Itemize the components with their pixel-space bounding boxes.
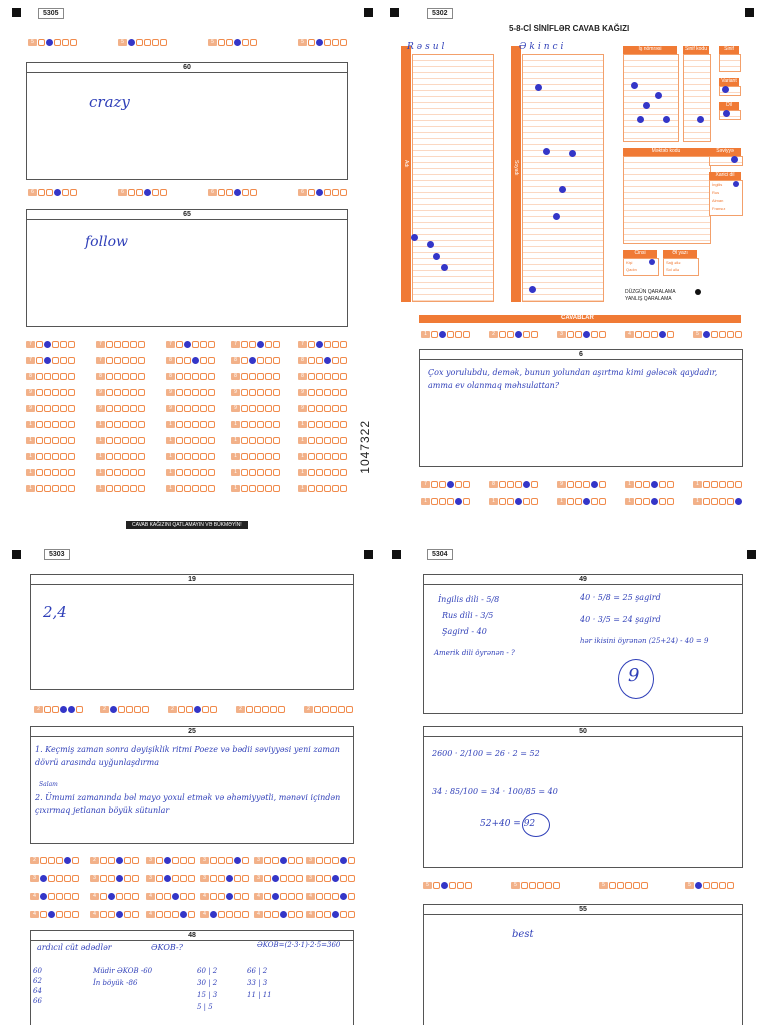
work-line: hər ikisini öyrənən (25+24) - 40 = 9 bbox=[580, 637, 709, 645]
sheet-top-right bbox=[385, 0, 768, 530]
answer-row[interactable]: 8 bbox=[231, 372, 281, 381]
question-box-55[interactable] bbox=[423, 904, 743, 1025]
answer-row[interactable]: 1 bbox=[625, 497, 675, 506]
work-line: 40 · 3/5 = 24 şagird bbox=[580, 615, 661, 624]
answer-row[interactable]: 1 bbox=[298, 468, 348, 477]
answer-row[interactable]: 2 bbox=[30, 856, 80, 865]
fold-warning: CAVAB KAĞIZINI QATLAMAYIN VƏ BÜKMƏYİN! bbox=[126, 521, 248, 529]
answer-row[interactable]: 1 bbox=[489, 497, 539, 506]
answer-row[interactable]: 3 bbox=[306, 874, 356, 883]
factor-row: 33 | 3 bbox=[247, 979, 268, 987]
work-line: 2600 · 2/100 = 26 · 2 = 52 bbox=[432, 749, 540, 758]
answer-row[interactable]: 4 bbox=[200, 892, 250, 901]
answer-row[interactable]: 1 bbox=[96, 420, 146, 429]
answer-row[interactable]: 1 bbox=[421, 497, 471, 506]
work-line: İngilis dili - 5/8 bbox=[438, 595, 500, 604]
answer-row[interactable]: 7 bbox=[26, 356, 76, 365]
gender-header: Cinsi bbox=[623, 250, 657, 258]
answer-row[interactable]: 1 bbox=[231, 436, 281, 445]
answer-row[interactable]: 1 bbox=[298, 484, 348, 493]
school-code-grid[interactable] bbox=[623, 156, 711, 244]
page-code: 5303 bbox=[44, 549, 70, 560]
answer-row[interactable]: 1 bbox=[693, 497, 743, 506]
question-number: 25 bbox=[31, 727, 353, 737]
answer-row[interactable]: 5 bbox=[423, 881, 473, 890]
answer-row[interactable]: 1 bbox=[231, 420, 281, 429]
factor-row: 60 | 2 bbox=[197, 967, 218, 975]
work-line: Şagird - 40 bbox=[442, 627, 487, 636]
answer-row[interactable]: 3 bbox=[254, 856, 304, 865]
answer-row[interactable]: 4 bbox=[146, 910, 196, 919]
question-box-6[interactable] bbox=[419, 349, 743, 467]
question-number: 48 bbox=[31, 931, 353, 941]
sheet-top-left bbox=[0, 0, 380, 530]
corner-mark bbox=[745, 8, 754, 17]
answer-row[interactable]: 1 bbox=[96, 468, 146, 477]
answer-row[interactable]: 1 bbox=[625, 480, 675, 489]
answer-row[interactable]: 1 bbox=[96, 452, 146, 461]
factor-row: 11 | 11 bbox=[247, 991, 272, 999]
answer-row[interactable]: 9 bbox=[298, 404, 348, 413]
filled-bubble bbox=[697, 116, 704, 123]
handedness-header: Əl yazı bbox=[663, 250, 697, 258]
answer-row[interactable]: 3 bbox=[557, 330, 607, 339]
class-grid[interactable] bbox=[719, 54, 741, 72]
answer-row[interactable]: 4 bbox=[90, 892, 140, 901]
work-number-header: İş nömrəsi bbox=[623, 46, 677, 54]
filled-bubble bbox=[731, 156, 738, 163]
answer-row[interactable]: 9 bbox=[231, 404, 281, 413]
corner-mark bbox=[364, 550, 373, 559]
surname-letters: Əkinci bbox=[519, 42, 567, 52]
handwritten-note: Salam bbox=[39, 781, 58, 788]
option-english[interactable]: İngilis bbox=[712, 182, 723, 187]
name-bubble-grid[interactable] bbox=[412, 54, 494, 302]
answer-row[interactable]: 4 bbox=[90, 910, 140, 919]
circled-answer bbox=[522, 813, 550, 837]
answer-row[interactable]: 5 bbox=[693, 330, 743, 339]
answer-row[interactable]: 2 bbox=[34, 705, 84, 714]
corner-mark bbox=[364, 8, 373, 17]
question-number: 55 bbox=[424, 905, 742, 915]
answer-row[interactable]: 3 bbox=[200, 874, 250, 883]
answer-row[interactable]: 3 bbox=[254, 874, 304, 883]
answer-row[interactable]: 4 bbox=[254, 910, 304, 919]
answer-row[interactable]: 7 bbox=[26, 340, 76, 349]
answer-row[interactable]: 2 bbox=[489, 330, 539, 339]
option-german[interactable]: Alman bbox=[712, 198, 724, 203]
answer-row[interactable]: 5 bbox=[208, 38, 258, 47]
value-60: 60 bbox=[33, 967, 42, 975]
answer-row[interactable]: 8 bbox=[166, 372, 216, 381]
answer-row[interactable]: 1 bbox=[26, 420, 76, 429]
answer-row[interactable]: 8 bbox=[298, 356, 348, 365]
answer-row[interactable]: 9 bbox=[557, 480, 607, 489]
question-box-60[interactable] bbox=[26, 62, 348, 180]
option-left-hand[interactable]: Sol əllə bbox=[666, 267, 680, 272]
answer-row[interactable]: 3 bbox=[90, 874, 140, 883]
factor-row: 5 | 5 bbox=[197, 1003, 213, 1011]
work-line: Rus dili - 3/5 bbox=[442, 611, 494, 620]
answer-row[interactable]: 1 bbox=[231, 452, 281, 461]
filled-bubble bbox=[733, 181, 739, 187]
barcode-number: 1047322 bbox=[358, 420, 372, 474]
filled-bubble bbox=[535, 84, 542, 91]
answer-row[interactable]: 4 bbox=[254, 892, 304, 901]
answer-row[interactable]: 3 bbox=[200, 856, 250, 865]
page-code: 5305 bbox=[38, 8, 64, 19]
corner-mark bbox=[12, 550, 21, 559]
level-grid[interactable] bbox=[709, 156, 743, 166]
option-russian[interactable]: Rus bbox=[712, 190, 720, 195]
filled-bubble bbox=[643, 102, 650, 109]
corner-mark bbox=[747, 550, 756, 559]
class-code-grid[interactable] bbox=[683, 54, 711, 142]
handwritten-answer: 2,4 bbox=[43, 603, 67, 621]
work-line-3: ƏKOB=(2·3·1)·2·5=360 bbox=[257, 941, 341, 949]
filled-bubble bbox=[529, 286, 536, 293]
language-header: Dil bbox=[719, 102, 739, 110]
answer-row[interactable]: 6 bbox=[208, 188, 258, 197]
handwritten-answer: follow bbox=[85, 234, 128, 250]
answer-row[interactable]: 9 bbox=[96, 404, 146, 413]
handwritten-answer: Çox yorulubdu, demək, bunun yolundan aşırtma kimi gələcək qaydadır, amma ev olanmaq məhsulattan? bbox=[428, 368, 718, 390]
answer-row[interactable]: 5 bbox=[685, 881, 735, 890]
answer-row[interactable]: 8 bbox=[26, 372, 76, 381]
filled-bubble bbox=[427, 241, 434, 248]
handedness-box[interactable] bbox=[663, 258, 699, 276]
surname-bubble-grid[interactable] bbox=[522, 54, 604, 302]
answer-row[interactable]: 9 bbox=[96, 388, 146, 397]
answer-row[interactable]: 4 bbox=[306, 910, 356, 919]
option-right-hand[interactable]: Sağ əllə bbox=[666, 260, 681, 265]
answer-row[interactable]: 8 bbox=[489, 480, 539, 489]
wrong-mark-legend: YANLIŞ QARALAMA bbox=[625, 296, 672, 302]
answer-row[interactable]: 7 bbox=[298, 340, 348, 349]
sheet-bottom-left bbox=[0, 540, 380, 1024]
answer-row[interactable]: 2 bbox=[304, 705, 354, 714]
level-header: Səviyyə bbox=[709, 148, 741, 156]
answer-row[interactable]: 1 bbox=[166, 484, 216, 493]
handwritten-answer: best bbox=[512, 929, 534, 940]
answer-row[interactable]: 1 bbox=[298, 436, 348, 445]
factor-row: 15 | 3 bbox=[197, 991, 218, 999]
work-line: 34 : 85/100 = 34 · 100/85 = 40 bbox=[432, 787, 558, 796]
answer-row[interactable]: 6 bbox=[118, 188, 168, 197]
answer-row[interactable]: 7 bbox=[96, 356, 146, 365]
page-code: 5304 bbox=[427, 549, 453, 560]
answer-row[interactable]: 9 bbox=[26, 404, 76, 413]
value-66: 66 bbox=[33, 997, 42, 1005]
foreign-language-header: Xarici dil bbox=[709, 172, 741, 180]
work-mid-2: İn böyük -86 bbox=[93, 979, 138, 987]
answer-row[interactable]: 9 bbox=[231, 388, 281, 397]
filled-bubble bbox=[655, 92, 662, 99]
answers-bar-label: CAVABLAR bbox=[561, 315, 594, 321]
option-french[interactable]: Fransız bbox=[712, 206, 726, 211]
foreign-language-box[interactable] bbox=[709, 180, 743, 216]
filled-bubble bbox=[543, 148, 550, 155]
question-number: 60 bbox=[27, 63, 347, 73]
filled-bubble bbox=[631, 82, 638, 89]
work-line-1: ardıcıl cüt ədədlər bbox=[37, 943, 112, 952]
filled-bubble bbox=[649, 259, 655, 265]
answer-row[interactable]: 3 bbox=[30, 874, 80, 883]
filled-bubble bbox=[663, 116, 670, 123]
name-strip bbox=[401, 46, 411, 302]
question-box-49[interactable] bbox=[423, 574, 743, 714]
filled-bubble bbox=[553, 213, 560, 220]
answer-row[interactable]: 1 bbox=[298, 452, 348, 461]
answer-row[interactable]: 4 bbox=[30, 910, 80, 919]
answer-row[interactable]: 7 bbox=[231, 340, 281, 349]
corner-mark bbox=[392, 550, 401, 559]
answer-row[interactable]: 3 bbox=[146, 874, 196, 883]
answer-row[interactable]: 1 bbox=[166, 420, 216, 429]
answer-row[interactable]: 2 bbox=[168, 705, 218, 714]
answer-row[interactable]: 9 bbox=[26, 388, 76, 397]
sheet-title: 5-8-Cİ SİNİFLƏR CAVAB KAĞIZI bbox=[509, 24, 630, 33]
option-female[interactable]: Qadın bbox=[626, 267, 637, 272]
sheet-bottom-right bbox=[385, 540, 768, 1024]
question-number: 49 bbox=[424, 575, 742, 585]
final-answer: 9 bbox=[628, 665, 640, 686]
work-number-grid[interactable] bbox=[623, 54, 679, 142]
answer-row[interactable]: 2 bbox=[236, 705, 286, 714]
answer-row[interactable]: 1 bbox=[96, 484, 146, 493]
answer-row[interactable]: 1 bbox=[26, 436, 76, 445]
answer-row[interactable]: 5 bbox=[599, 881, 649, 890]
answer-row[interactable]: 6 bbox=[28, 188, 78, 197]
answer-row[interactable]: 4 bbox=[30, 892, 80, 901]
answer-row[interactable]: 1 bbox=[26, 452, 76, 461]
name-label: Adı bbox=[403, 160, 409, 168]
answer-row[interactable]: 8 bbox=[96, 372, 146, 381]
answer-row[interactable]: 4 bbox=[306, 892, 356, 901]
work-mid-1: Müdir ƏKOB -60 bbox=[93, 967, 153, 975]
handwritten-answer: crazy bbox=[89, 93, 130, 111]
answer-row[interactable]: 4 bbox=[625, 330, 675, 339]
question-box-25[interactable] bbox=[30, 726, 354, 844]
class-header: Sinif bbox=[719, 46, 739, 54]
question-number: 65 bbox=[27, 210, 347, 220]
answer-row[interactable]: 5 bbox=[511, 881, 561, 890]
value-64: 64 bbox=[33, 987, 42, 995]
answer-row[interactable]: 9 bbox=[166, 388, 216, 397]
option-male[interactable]: Kişi bbox=[626, 260, 633, 265]
answer-row[interactable]: 6 bbox=[298, 188, 348, 197]
answer-row[interactable]: 1 bbox=[231, 468, 281, 477]
value-62: 62 bbox=[33, 977, 42, 985]
answer-row[interactable]: 1 bbox=[26, 484, 76, 493]
answer-row[interactable]: 1 bbox=[26, 468, 76, 477]
question-box-65[interactable] bbox=[26, 209, 348, 327]
answer-row[interactable]: 1 bbox=[231, 484, 281, 493]
answer-row[interactable]: 8 bbox=[166, 356, 216, 365]
factor-row: 30 | 2 bbox=[197, 979, 218, 987]
answer-row[interactable]: 1 bbox=[96, 436, 146, 445]
answer-row[interactable]: 2 bbox=[100, 705, 150, 714]
filled-bubble bbox=[637, 116, 644, 123]
answer-grid bbox=[26, 340, 356, 510]
answer-row[interactable]: 5 bbox=[28, 38, 78, 47]
class-code-header: Sinif kodu bbox=[683, 46, 709, 54]
handwritten-answer-part-1: 1. Keçmiş zaman sonra dəyişiklik ritmi Poeze və bədii səviyyəsi yeni zaman dövrü arasında uyğunlaşdırma bbox=[35, 745, 340, 767]
answer-row[interactable]: 1 bbox=[166, 436, 216, 445]
answer-row[interactable]: 2 bbox=[90, 856, 140, 865]
correct-mark-sample bbox=[695, 289, 701, 295]
answer-row[interactable]: 3 bbox=[306, 856, 356, 865]
correct-mark-legend: DÜZGÜN QARALAMA bbox=[625, 289, 676, 295]
answer-row[interactable]: 8 bbox=[231, 356, 281, 365]
name-letters: Rəsul bbox=[407, 42, 448, 52]
answer-row[interactable]: 1 bbox=[557, 497, 607, 506]
answer-row[interactable]: 4 bbox=[146, 892, 196, 901]
work-line: 40 · 5/8 = 25 şagird bbox=[580, 593, 661, 602]
answer-row[interactable]: 7 bbox=[166, 340, 216, 349]
filled-bubble bbox=[569, 150, 576, 157]
filled-bubble bbox=[723, 110, 730, 117]
work-line-2: ƏKOB-? bbox=[151, 943, 183, 952]
page-code: 5302 bbox=[427, 8, 453, 19]
answer-row[interactable]: 7 bbox=[421, 480, 471, 489]
sum-line: 52+40 = 92 bbox=[480, 819, 536, 829]
answer-row[interactable]: 8 bbox=[298, 372, 348, 381]
variant-header: Variant bbox=[719, 78, 739, 86]
corner-mark bbox=[390, 8, 399, 17]
answer-row[interactable]: 1 bbox=[693, 480, 743, 489]
filled-bubble bbox=[441, 264, 448, 271]
filled-bubble bbox=[722, 86, 729, 93]
question-box-50[interactable] bbox=[423, 726, 743, 868]
answer-row[interactable]: 1 bbox=[166, 452, 216, 461]
answer-row[interactable]: 5 bbox=[298, 38, 348, 47]
filled-bubble bbox=[411, 234, 418, 241]
question-box-19[interactable] bbox=[30, 574, 354, 690]
question-number: 6 bbox=[420, 350, 742, 360]
answer-row[interactable]: 1 bbox=[421, 330, 471, 339]
filled-bubble bbox=[559, 186, 566, 193]
filled-bubble bbox=[433, 253, 440, 260]
answer-row[interactable]: 1 bbox=[166, 468, 216, 477]
gender-box[interactable] bbox=[623, 258, 659, 276]
work-line: Amerik dili öyrənən - ? bbox=[434, 649, 515, 657]
answer-row[interactable]: 1 bbox=[298, 420, 348, 429]
answer-row[interactable]: 9 bbox=[298, 388, 348, 397]
answer-row[interactable]: 5 bbox=[118, 38, 168, 47]
school-code-header: Məktəb kodu bbox=[623, 148, 709, 156]
surname-label: Soyadı bbox=[513, 160, 519, 176]
answer-row[interactable]: 7 bbox=[96, 340, 146, 349]
question-number: 50 bbox=[424, 727, 742, 737]
answer-row[interactable]: 3 bbox=[146, 856, 196, 865]
answer-row[interactable]: 9 bbox=[166, 404, 216, 413]
factor-row: 66 | 2 bbox=[247, 967, 268, 975]
question-number: 19 bbox=[31, 575, 353, 585]
corner-mark bbox=[12, 8, 21, 17]
question-box-48[interactable] bbox=[30, 930, 354, 1025]
handwritten-answer-part-2: 2. Ümumi zamanında bəl mayo yoxul etmək və əhəmiyyətli, mənəvi içindən çıxırmaq jetlanan böyük sütunlar bbox=[35, 793, 341, 815]
answer-row[interactable]: 4 bbox=[200, 910, 250, 919]
